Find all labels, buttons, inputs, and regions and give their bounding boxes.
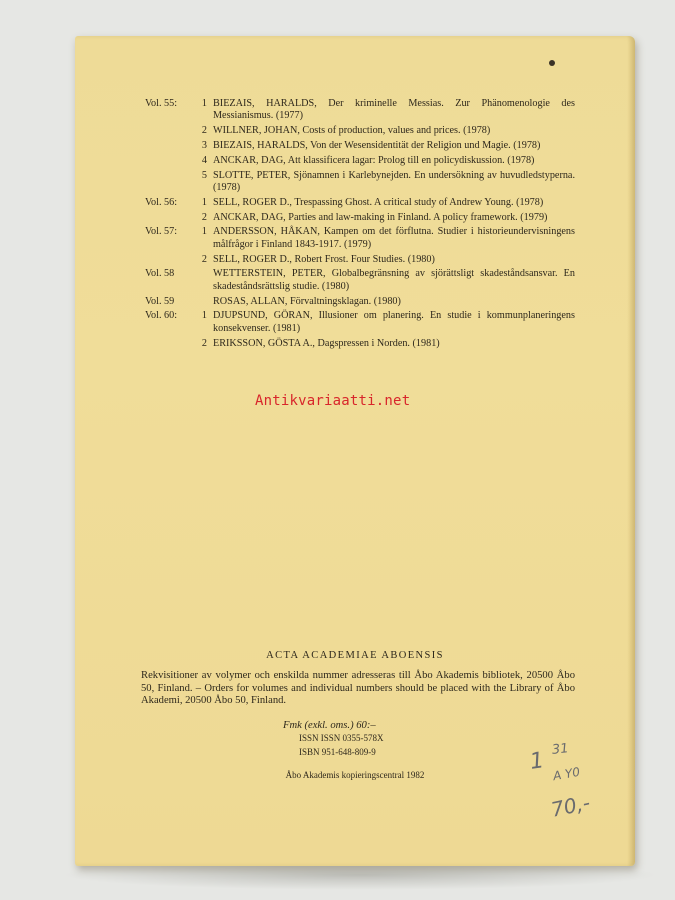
issn-label: ISSN ISSN 0355-578X	[299, 732, 384, 743]
number-label: 2	[201, 125, 207, 137]
list-item	[145, 155, 575, 167]
pencil-mark-code: A Y0	[551, 764, 582, 784]
volume-label: Vol. 59	[145, 295, 175, 307]
entry-text: BIEZAIS, HARALDS, Von der Wesensidentität der Religion und Magie. (1978)	[213, 140, 541, 151]
volume-label: Vol. 57:	[145, 226, 178, 238]
entry-text: WETTERSTEIN, PETER, Globalbegränsning av sjörättsligt skadeståndsansvar. En skadeståndsrättslig studie. (1980)	[213, 268, 575, 292]
number-label: 2	[201, 211, 207, 223]
volume-label	[145, 170, 197, 195]
entry-text: ANDERSSON, HÅKAN, Kampen om det förflutna. Studier i historieundervisningens målfrågor i Finland 1843-1917. (1979)	[213, 226, 575, 250]
number-label: 1	[201, 196, 207, 208]
list-item	[145, 268, 575, 293]
pencil-mark-1: 1	[528, 748, 546, 775]
volume-label	[145, 140, 197, 152]
volume-label	[145, 212, 197, 224]
entry-text: ANCKAR, DAG, Att klassificera lagar: Prolog till en policydiskussion. (1978)	[213, 154, 535, 166]
publication-list	[145, 98, 575, 352]
list-item	[145, 338, 575, 350]
list-item	[145, 140, 575, 152]
volume-label	[145, 338, 197, 350]
volume-label: Vol. 55:	[145, 98, 178, 109]
number-label: 1	[201, 310, 207, 322]
entry-text: ROSAS, ALLAN, Förvaltningsklagan. (1980)	[213, 295, 401, 307]
number-label	[197, 296, 207, 308]
entry-text: SLOTTE, PETER, Sjönamnen i Karlebynejden. En undersökning av huvudledstyperna. (1978)	[213, 169, 575, 193]
number-label: 3	[201, 140, 207, 151]
entry-text: ERIKSSON, GÖSTA A., Dagspressen i Norden. (1981)	[213, 337, 440, 349]
volume-label: Vol. 60:	[145, 310, 178, 322]
volume-label: Vol. 58	[145, 268, 175, 280]
series-title: ACTA ACADEMIAE ABOENSIS	[266, 650, 444, 661]
entry-text: ANCKAR, DAG, Parties and law-making in Finland. A policy framework. (1979)	[213, 211, 548, 223]
number-label: 1	[201, 98, 207, 109]
volume-label	[145, 155, 197, 167]
number-label: 4	[201, 154, 207, 166]
entry-text: BIEZAIS, HARALDS, Der kriminelle Messias. Zur Phänomenologie des Messianismus. (1977)	[213, 98, 575, 122]
list-item	[145, 98, 575, 123]
list-item	[145, 125, 575, 137]
isbn-label: ISBN 951-648-809-9	[299, 746, 376, 757]
entry-text: SELL, ROGER D., Robert Frost. Four Studies. (1980)	[213, 253, 435, 265]
pencil-mark-31: 31	[551, 741, 570, 758]
pencil-price-mark: 70,-	[548, 790, 593, 822]
volume-label: Vol. 56:	[145, 196, 178, 208]
volume-label	[145, 125, 197, 137]
price-label: Fmk (exkl. oms.) 60:–	[283, 719, 376, 731]
number-label: 2	[201, 253, 207, 265]
book-edge	[627, 36, 635, 866]
order-notice: Rekvisitioner av volymer och enskilda nummer adresseras till Åbo Akademis bibliotek, 20500 Åbo 50, Finland. – Orders for volumes and individual numbers should be placed with the Library of Åbo Akademi, 20500 Åbo 50, Finland.	[141, 670, 575, 706]
printer-credit: Åbo Akademis kopieringscentral 1982	[285, 769, 425, 780]
number-label: 1	[201, 226, 207, 238]
entry-text: WILLNER, JOHAN, Costs of production, values and prices. (1978)	[213, 125, 491, 137]
entry-text: DJUPSUND, GÖRAN, Illusioner om planering. En studie i kommunplaneringens konsekvenser. (1981)	[213, 310, 575, 334]
watermark-text: Antikvariaatti.net	[255, 393, 411, 409]
list-item	[145, 170, 575, 195]
number-label: 2	[201, 337, 207, 349]
list-item	[145, 310, 575, 335]
entry-text: SELL, ROGER D., Trespassing Ghost. A critical study of Andrew Young. (1978)	[213, 196, 544, 208]
book-back-cover	[75, 36, 635, 866]
list-item	[145, 254, 575, 266]
ordering-info	[135, 650, 575, 780]
cover-mark-dot	[549, 60, 555, 66]
list-item	[145, 212, 575, 224]
list-item	[145, 296, 575, 308]
volume-label	[145, 254, 197, 266]
number-label: 5	[201, 169, 207, 181]
number-label	[197, 268, 207, 293]
list-item	[145, 226, 575, 251]
list-item	[145, 197, 575, 209]
